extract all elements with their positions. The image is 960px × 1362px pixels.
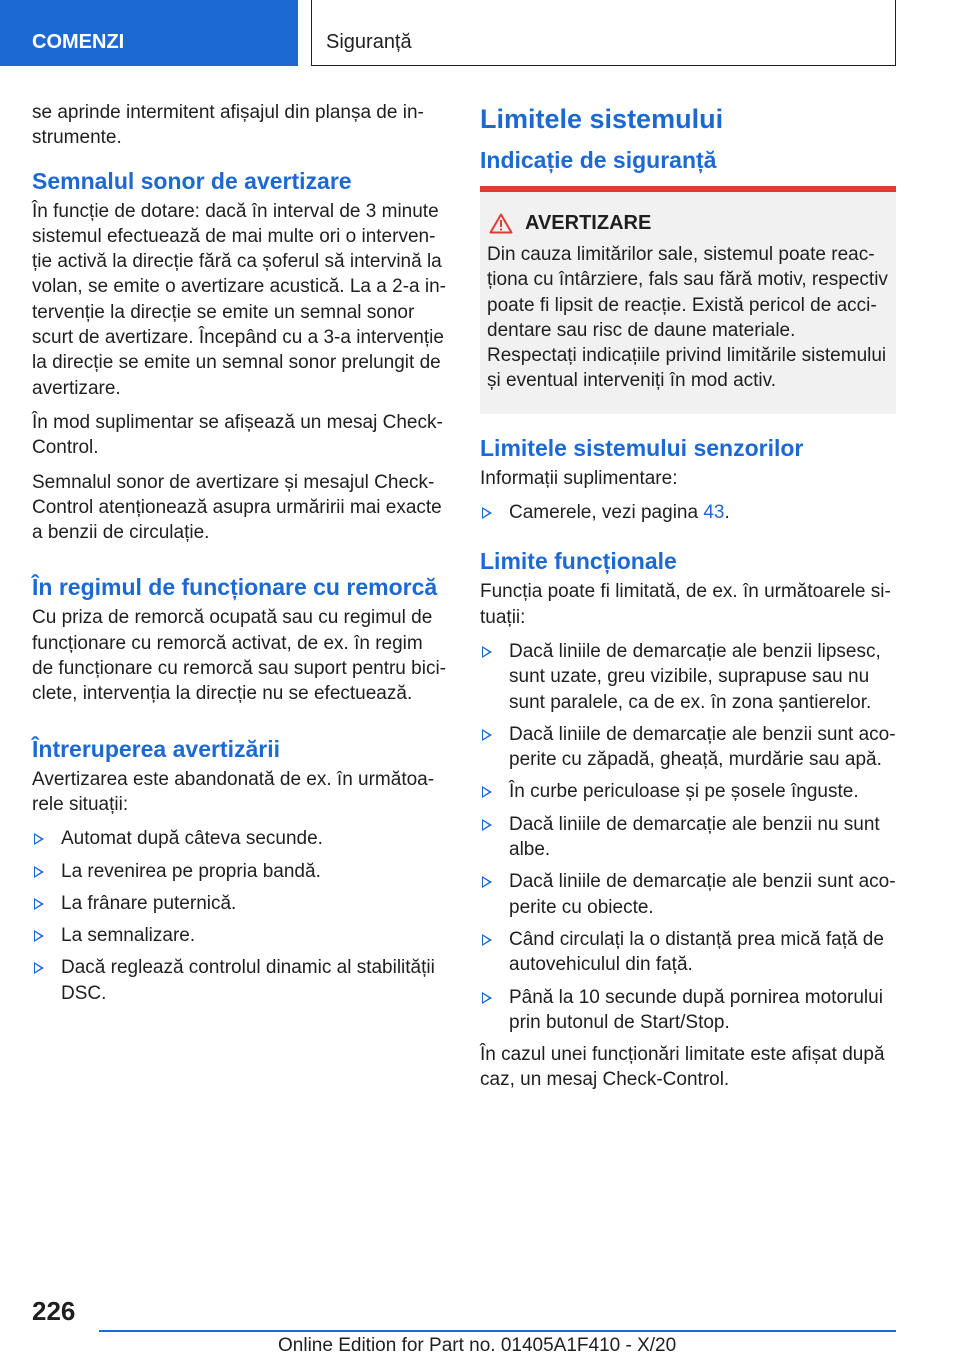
warning-header: [487, 212, 888, 235]
sound-warning-heading: Semnalul sonor de avertizare: [32, 167, 352, 194]
left-column: [32, 100, 448, 1013]
list-item: [32, 955, 448, 1006]
safety-heading: Indicație de siguranță: [480, 147, 717, 173]
bullet-triangle-icon: [34, 930, 44, 942]
bullet-triangle-icon: [482, 876, 492, 888]
interrupt-list: [32, 826, 448, 1006]
bullet-triangle-icon: [34, 898, 44, 910]
list-item: [480, 869, 896, 920]
edition-text: Online Edition for Part no. 01405A1F410 - X/20: [278, 1335, 677, 1356]
bullet-triangle-icon: [34, 866, 44, 878]
list-item-text: .: [724, 502, 730, 524]
list-item: [32, 859, 448, 884]
list-item: [32, 826, 448, 851]
sound-paragraph-2: În mod suplimentar se afișează un mesaj Check-Control.: [32, 411, 443, 459]
list-item: [480, 639, 896, 715]
bullet-triangle-icon: [482, 729, 492, 741]
list-item: [480, 500, 896, 525]
list-item: [480, 779, 896, 804]
warning-text: Din cauza limitărilor sale, sistemul poate reac-ționa cu întârziere, fals sau fără motiv, respectiv poate fi lipsit de reacție. Există pericol de acci-dentare sau risc de daune materiale. Respectați indicațiile privind limitările sistemului și eventual interveniți în mod activ.: [487, 244, 888, 392]
bullet-triangle-icon: [482, 786, 492, 798]
functional-closing-paragraph: În cazul unei funcționări limitate este afișat după caz, un mesaj Check-Control.: [480, 1044, 885, 1091]
list-item: [32, 891, 448, 916]
functional-limits-heading: Limite funcționale: [480, 548, 677, 575]
list-item: [480, 722, 896, 773]
intro-paragraph: se aprinde intermitent afișajul din planșa de in-strumente.: [32, 102, 424, 149]
bullet-triangle-icon: [482, 819, 492, 831]
bullet-triangle-icon: [34, 833, 44, 845]
list-item: [480, 812, 896, 863]
right-column: [480, 100, 896, 1102]
page-header: [0, 0, 960, 66]
list-item-text: Dacă liniile de demarcație ale benzii sunt aco-perite cu obiecte.: [509, 871, 896, 918]
trailer-heading: În regimul de funcționare cu remorcă: [32, 574, 438, 601]
list-item-text: La semnalizare.: [61, 925, 196, 947]
bullet-triangle-icon: [482, 934, 492, 946]
bullet-triangle-icon: [482, 646, 492, 658]
list-item-text: Dacă liniile de demarcație ale benzii sunt aco-perite cu zăpadă, gheață, murdărie sau apă.: [509, 723, 896, 771]
sensor-paragraph: Informații suplimentare:: [480, 467, 678, 489]
interrupt-paragraph: Avertizarea este abandonată de ex. în următoa-rele situații:: [32, 768, 435, 815]
list-item-text: Când circulați la o distanță prea mică față de autovehiculul din față.: [509, 928, 884, 976]
trailer-paragraph: Cu priza de remorcă ocupată sau cu regimul de funcționare cu remorcă activat, de ex. în regim de funcționare cu remorcă sau suport pentru bici-clete, intervenția la direcție nu se efectuează.: [32, 607, 446, 705]
footer-divider: [99, 1330, 896, 1332]
chapter-tab[interactable]: Siguranță: [311, 0, 896, 66]
warning-label: AVERTIZARE: [525, 212, 652, 234]
page-number: 226: [32, 1296, 76, 1326]
list-item-text: La revenirea pe propria bandă.: [61, 860, 321, 882]
interrupt-heading: Întreruperea avertizării: [32, 735, 281, 762]
bullet-triangle-icon: [482, 992, 492, 1004]
list-item-text: Dacă reglează controlul dinamic al stabilității DSC.: [61, 957, 435, 1004]
sensor-limits-heading: Limitele sistemului senzorilor: [480, 434, 804, 461]
list-item-text: Automat după câteva secunde.: [61, 828, 323, 850]
page-link[interactable]: 43: [703, 502, 725, 524]
functional-paragraph: Funcția poate fi limitată, de ex. în următoarele si-tuații:: [480, 581, 891, 628]
list-item-text: Dacă liniile de demarcație ale benzii nu sunt albe.: [509, 813, 880, 861]
list-item-text: Camerele, vezi pagina: [509, 502, 704, 524]
list-item: [32, 923, 448, 948]
system-limits-heading: Limitele sistemului: [480, 104, 724, 134]
list-item-text: În curbe periculoase și pe șosele înguste.: [509, 781, 859, 803]
sound-paragraph-3: Semnalul sonor de avertizare și mesajul Check-Control atenționează asupra urmăririi mai exacte a benzii de circulație.: [32, 471, 442, 544]
list-item-text: La frânare puternică.: [61, 892, 237, 914]
list-item-text: Până la 10 secunde după pornirea motorului prin butonul de Start/Stop.: [509, 986, 883, 1033]
list-item: [480, 985, 896, 1036]
sensor-list: [480, 500, 896, 525]
warning-box: [480, 186, 896, 414]
functional-list: [480, 639, 896, 1035]
list-item-text: Dacă liniile de demarcație ale benzii lipsesc, sunt uzate, greu vizibile, suprapuse sau nu sunt paralele, ca de ex. în zona șantierelor.: [509, 640, 881, 713]
sound-paragraph-1: În funcție de dotare: dacă în interval de 3 minute sistemul efectuează de mai multe ori o interven-ție activă la direcție fără ca șoferul să intervină la volan, se emite o avertizare acustică. La a 2-a in-tervenție la direcție se emite un semnal sonor scurt de avertizare. Începând cu a 3-a intervenție la direcție se emite un semnal sonor prelungit de avertizare.: [32, 200, 446, 399]
list-item: [480, 927, 896, 978]
section-tab[interactable]: COMENZI: [0, 0, 298, 66]
bullet-triangle-icon: [482, 507, 492, 519]
warning-triangle-icon: [489, 213, 513, 234]
bullet-triangle-icon: [34, 962, 44, 974]
